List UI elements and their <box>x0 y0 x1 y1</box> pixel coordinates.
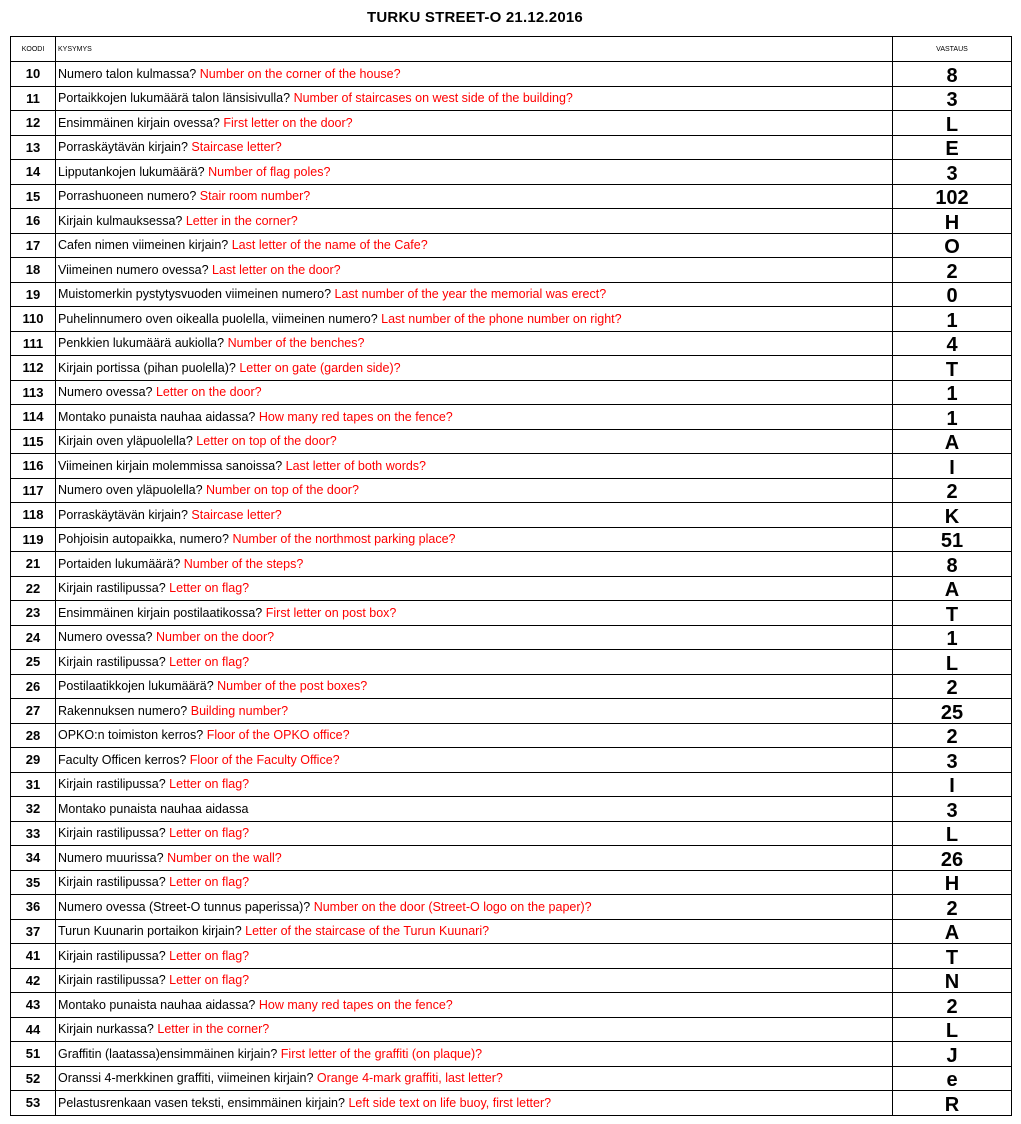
question-finnish: Kirjain rastilipussa? <box>58 581 166 596</box>
row-code: 110 <box>11 307 56 332</box>
question-finnish: Puhelinnumero oven oikealla puolella, viimeinen numero? <box>58 311 378 326</box>
table-row <box>11 429 1012 454</box>
row-question <box>56 307 893 332</box>
row-answer: I <box>893 454 1012 479</box>
question-finnish: Kirjain kulmauksessa? <box>58 213 183 228</box>
question-english: Number on the door? <box>155 630 275 645</box>
row-question <box>56 625 893 650</box>
row-code: 117 <box>11 478 56 503</box>
question-english: Letter on flag? <box>169 777 250 792</box>
question-english: Last number of the year the memorial was erect? <box>334 287 607 302</box>
row-question <box>56 356 893 381</box>
row-code: 116 <box>11 454 56 479</box>
row-question <box>56 135 893 160</box>
document-title: TURKU STREET-O 21.12.2016 <box>367 9 583 26</box>
question-english: First letter of the graffiti (on plaque)? <box>280 1046 483 1061</box>
row-code: 36 <box>11 895 56 920</box>
row-answer: R <box>893 1091 1012 1116</box>
header-code: KOODI <box>11 37 56 62</box>
table-row <box>11 1042 1012 1067</box>
row-answer: 3 <box>893 748 1012 773</box>
table-row <box>11 160 1012 185</box>
question-english: Number of the benches? <box>227 336 365 351</box>
question-english: Staircase letter? <box>191 507 282 522</box>
row-question <box>56 380 893 405</box>
question-english: Last letter of the name of the Cafe? <box>231 238 428 253</box>
row-code: 52 <box>11 1066 56 1091</box>
row-question <box>56 331 893 356</box>
row-answer: 8 <box>893 62 1012 87</box>
row-question <box>56 944 893 969</box>
question-finnish: Kirjain rastilipussa? <box>58 875 166 890</box>
row-code: 10 <box>11 62 56 87</box>
question-english: Letter on flag? <box>169 875 250 890</box>
table-body <box>11 62 1012 1116</box>
row-code: 18 <box>11 258 56 283</box>
table-row <box>11 870 1012 895</box>
question-english: Orange 4-mark graffiti, last letter? <box>316 1071 503 1086</box>
table-row <box>11 552 1012 577</box>
row-answer: 3 <box>893 160 1012 185</box>
question-english: Number of the steps? <box>183 556 304 571</box>
row-answer: L <box>893 821 1012 846</box>
table-row <box>11 576 1012 601</box>
table-row <box>11 625 1012 650</box>
row-question <box>56 1042 893 1067</box>
row-question <box>56 478 893 503</box>
row-code: 16 <box>11 209 56 234</box>
table-row <box>11 135 1012 160</box>
row-code: 13 <box>11 135 56 160</box>
row-code: 24 <box>11 625 56 650</box>
row-answer: 2 <box>893 723 1012 748</box>
row-answer: 2 <box>893 674 1012 699</box>
row-question <box>56 968 893 993</box>
question-english: Number of staircases on west side of the building? <box>293 91 573 106</box>
question-finnish: Kirjain portissa (pihan puolella)? <box>58 360 236 375</box>
question-english: Last letter of both words? <box>285 458 427 473</box>
row-answer: 2 <box>893 993 1012 1018</box>
question-finnish: Numero ovessa (Street-O tunnus paperissa)? <box>58 899 311 914</box>
table-row <box>11 356 1012 381</box>
row-code: 115 <box>11 429 56 454</box>
question-english: Number of the northmost parking place? <box>232 532 456 547</box>
question-finnish: Kirjain nurkassa? <box>58 1022 154 1037</box>
row-question <box>56 405 893 430</box>
question-finnish: Lipputankojen lukumäärä? <box>58 164 205 179</box>
row-answer: 102 <box>893 184 1012 209</box>
row-code: 11 <box>11 86 56 111</box>
question-finnish: Viimeinen kirjain molemmissa sanoissa? <box>58 458 283 473</box>
row-answer: 26 <box>893 846 1012 871</box>
row-code: 26 <box>11 674 56 699</box>
row-answer: T <box>893 944 1012 969</box>
row-code: 51 <box>11 1042 56 1067</box>
table-row <box>11 601 1012 626</box>
row-answer: H <box>893 870 1012 895</box>
question-finnish: Montako punaista nauhaa aidassa? <box>58 997 256 1012</box>
question-finnish: Numero oven yläpuolella? <box>58 483 203 498</box>
table-row <box>11 944 1012 969</box>
question-english: First letter on post box? <box>265 605 397 620</box>
row-answer: K <box>893 503 1012 528</box>
row-question <box>56 895 893 920</box>
row-code: 12 <box>11 111 56 136</box>
question-english: Letter on gate (garden side)? <box>239 360 401 375</box>
row-answer: 8 <box>893 552 1012 577</box>
row-code: 21 <box>11 552 56 577</box>
question-english: How many red tapes on the fence? <box>258 997 453 1012</box>
question-finnish: Faculty Officen kerros? <box>58 752 187 767</box>
table-row <box>11 380 1012 405</box>
row-answer: 2 <box>893 258 1012 283</box>
question-english: Number on top of the door? <box>206 483 359 498</box>
table-row <box>11 821 1012 846</box>
row-code: 22 <box>11 576 56 601</box>
row-code: 19 <box>11 282 56 307</box>
row-answer: 1 <box>893 380 1012 405</box>
table-row <box>11 1091 1012 1116</box>
row-code: 15 <box>11 184 56 209</box>
question-english: Letter on flag? <box>169 948 250 963</box>
row-answer: A <box>893 919 1012 944</box>
row-question <box>56 1066 893 1091</box>
row-answer: A <box>893 429 1012 454</box>
row-code: 25 <box>11 650 56 675</box>
answer-table <box>10 36 1012 1116</box>
question-finnish: Porraskäytävän kirjain? <box>58 507 188 522</box>
question-english: Number on the corner of the house? <box>199 66 401 81</box>
row-question <box>56 86 893 111</box>
table-header <box>11 37 1012 62</box>
row-question <box>56 111 893 136</box>
row-code: 119 <box>11 527 56 552</box>
question-english: Floor of the OPKO office? <box>206 728 350 743</box>
table-row <box>11 674 1012 699</box>
row-question <box>56 258 893 283</box>
row-code: 53 <box>11 1091 56 1116</box>
table-row <box>11 993 1012 1018</box>
table-row <box>11 282 1012 307</box>
question-english: Letter of the staircase of the Turun Kuunari? <box>245 924 490 939</box>
row-answer: 25 <box>893 699 1012 724</box>
question-english: Stair room number? <box>199 189 311 204</box>
table-row <box>11 699 1012 724</box>
question-english: Letter in the corner? <box>157 1022 270 1037</box>
question-english: Letter in the corner? <box>185 213 298 228</box>
table-row <box>11 968 1012 993</box>
question-finnish: Porrashuoneen numero? <box>58 189 197 204</box>
row-code: 113 <box>11 380 56 405</box>
table-row <box>11 331 1012 356</box>
row-answer: L <box>893 650 1012 675</box>
question-finnish: Pelastusrenkaan vasen teksti, ensimmäinen kirjain? <box>58 1095 345 1110</box>
row-question <box>56 846 893 871</box>
question-english: Number on the door (Street-O logo on the paper)? <box>313 899 592 914</box>
table-row <box>11 846 1012 871</box>
question-english: First letter on the door? <box>223 115 353 130</box>
row-question <box>56 797 893 822</box>
row-question <box>56 699 893 724</box>
row-question <box>56 454 893 479</box>
table-row <box>11 258 1012 283</box>
question-finnish: Ensimmäinen kirjain postilaatikossa? <box>58 605 263 620</box>
row-code: 31 <box>11 772 56 797</box>
row-code: 43 <box>11 993 56 1018</box>
question-english: Last number of the phone number on right? <box>381 311 622 326</box>
row-question <box>56 160 893 185</box>
question-finnish: Portaikkojen lukumäärä talon länsisivulla? <box>58 91 291 106</box>
table-row <box>11 405 1012 430</box>
question-english: Floor of the Faculty Office? <box>189 752 340 767</box>
table-row <box>11 797 1012 822</box>
row-question <box>56 209 893 234</box>
row-question <box>56 601 893 626</box>
row-code: 28 <box>11 723 56 748</box>
question-english: Building number? <box>190 703 289 718</box>
row-question <box>56 527 893 552</box>
question-finnish: Cafen nimen viimeinen kirjain? <box>58 238 229 253</box>
table-row <box>11 209 1012 234</box>
question-english: Last letter on the door? <box>212 262 341 277</box>
question-finnish: Porraskäytävän kirjain? <box>58 140 188 155</box>
question-finnish: Montako punaista nauhaa aidassa <box>58 801 249 816</box>
row-question <box>56 282 893 307</box>
row-code: 17 <box>11 233 56 258</box>
question-finnish: Numero ovessa? <box>58 630 153 645</box>
row-question <box>56 723 893 748</box>
question-finnish: Ensimmäinen kirjain ovessa? <box>58 115 220 130</box>
row-answer: 4 <box>893 331 1012 356</box>
row-code: 27 <box>11 699 56 724</box>
row-answer: E <box>893 135 1012 160</box>
row-code: 35 <box>11 870 56 895</box>
question-english: Letter on flag? <box>169 973 250 988</box>
row-code: 33 <box>11 821 56 846</box>
row-answer: N <box>893 968 1012 993</box>
header-answer: VASTAUS <box>893 37 1012 62</box>
row-answer: A <box>893 576 1012 601</box>
question-finnish: Rakennuksen numero? <box>58 703 188 718</box>
question-english: Number of the post boxes? <box>217 679 368 694</box>
row-question <box>56 772 893 797</box>
row-question <box>56 1017 893 1042</box>
row-question <box>56 233 893 258</box>
row-answer: 1 <box>893 405 1012 430</box>
row-question <box>56 503 893 528</box>
question-finnish: Turun Kuunarin portaikon kirjain? <box>58 924 242 939</box>
row-answer: L <box>893 111 1012 136</box>
question-finnish: Pohjoisin autopaikka, numero? <box>58 532 229 547</box>
row-answer: e <box>893 1066 1012 1091</box>
question-finnish: Numero ovessa? <box>58 385 153 400</box>
row-code: 37 <box>11 919 56 944</box>
row-code: 118 <box>11 503 56 528</box>
table-row <box>11 895 1012 920</box>
row-question <box>56 552 893 577</box>
row-answer: H <box>893 209 1012 234</box>
table-row <box>11 184 1012 209</box>
row-code: 114 <box>11 405 56 430</box>
table-row <box>11 650 1012 675</box>
table-row <box>11 86 1012 111</box>
row-answer: 51 <box>893 527 1012 552</box>
row-answer: T <box>893 356 1012 381</box>
question-english: Staircase letter? <box>191 140 282 155</box>
question-finnish: Postilaatikkojen lukumäärä? <box>58 679 214 694</box>
table-row <box>11 527 1012 552</box>
table-row <box>11 919 1012 944</box>
table-row <box>11 1017 1012 1042</box>
row-question <box>56 62 893 87</box>
question-finnish: Kirjain rastilipussa? <box>58 973 166 988</box>
row-code: 14 <box>11 160 56 185</box>
table-row <box>11 62 1012 87</box>
row-answer: O <box>893 233 1012 258</box>
row-code: 112 <box>11 356 56 381</box>
table-row <box>11 748 1012 773</box>
question-finnish: Viimeinen numero ovessa? <box>58 262 209 277</box>
row-code: 44 <box>11 1017 56 1042</box>
table-row <box>11 503 1012 528</box>
row-question <box>56 429 893 454</box>
row-code: 111 <box>11 331 56 356</box>
question-finnish: Muistomerkin pystytysvuoden viimeinen numero? <box>58 287 332 302</box>
table-row <box>11 772 1012 797</box>
row-answer: 3 <box>893 86 1012 111</box>
row-answer: 2 <box>893 895 1012 920</box>
row-code: 32 <box>11 797 56 822</box>
row-question <box>56 748 893 773</box>
question-finnish: Kirjain rastilipussa? <box>58 948 166 963</box>
header-row <box>11 37 1012 62</box>
row-question <box>56 184 893 209</box>
question-english: Letter on top of the door? <box>196 434 337 449</box>
question-finnish: Oranssi 4-merkkinen graffiti, viimeinen kirjain? <box>58 1071 314 1086</box>
question-english: Letter on flag? <box>169 581 250 596</box>
row-question <box>56 1091 893 1116</box>
row-answer: 1 <box>893 307 1012 332</box>
row-question <box>56 821 893 846</box>
row-answer: 1 <box>893 625 1012 650</box>
row-code: 42 <box>11 968 56 993</box>
row-answer: J <box>893 1042 1012 1067</box>
question-finnish: Numero talon kulmassa? <box>58 66 197 81</box>
question-finnish: Graffitin (laatassa)ensimmäinen kirjain? <box>58 1046 278 1061</box>
table-row <box>11 307 1012 332</box>
row-question <box>56 674 893 699</box>
question-english: Number of flag poles? <box>208 164 331 179</box>
row-question <box>56 870 893 895</box>
row-answer: L <box>893 1017 1012 1042</box>
question-english: Number on the wall? <box>167 850 282 865</box>
row-question <box>56 650 893 675</box>
row-question <box>56 919 893 944</box>
header-question: KYSYMYS <box>56 37 893 62</box>
row-question <box>56 576 893 601</box>
question-finnish: OPKO:n toimiston kerros? <box>58 728 204 743</box>
row-answer: I <box>893 772 1012 797</box>
question-finnish: Kirjain rastilipussa? <box>58 826 166 841</box>
question-finnish: Montako punaista nauhaa aidassa? <box>58 409 256 424</box>
row-code: 34 <box>11 846 56 871</box>
row-question <box>56 993 893 1018</box>
question-english: How many red tapes on the fence? <box>258 409 453 424</box>
table-row <box>11 233 1012 258</box>
question-english: Letter on flag? <box>169 654 250 669</box>
table-row <box>11 454 1012 479</box>
table-row <box>11 478 1012 503</box>
question-finnish: Kirjain rastilipussa? <box>58 777 166 792</box>
row-code: 29 <box>11 748 56 773</box>
question-finnish: Kirjain oven yläpuolella? <box>58 434 193 449</box>
row-answer: 3 <box>893 797 1012 822</box>
question-finnish: Penkkien lukumäärä aukiolla? <box>58 336 225 351</box>
question-finnish: Numero muurissa? <box>58 850 164 865</box>
question-finnish: Portaiden lukumäärä? <box>58 556 181 571</box>
question-finnish: Kirjain rastilipussa? <box>58 654 166 669</box>
question-english: Letter on flag? <box>169 826 250 841</box>
table-row <box>11 723 1012 748</box>
row-answer: 0 <box>893 282 1012 307</box>
table-row <box>11 1066 1012 1091</box>
table-row <box>11 111 1012 136</box>
row-code: 23 <box>11 601 56 626</box>
question-english: Letter on the door? <box>155 385 262 400</box>
row-answer: 2 <box>893 478 1012 503</box>
row-code: 41 <box>11 944 56 969</box>
question-english: Left side text on life buoy, first letter? <box>348 1095 552 1110</box>
row-answer: T <box>893 601 1012 626</box>
